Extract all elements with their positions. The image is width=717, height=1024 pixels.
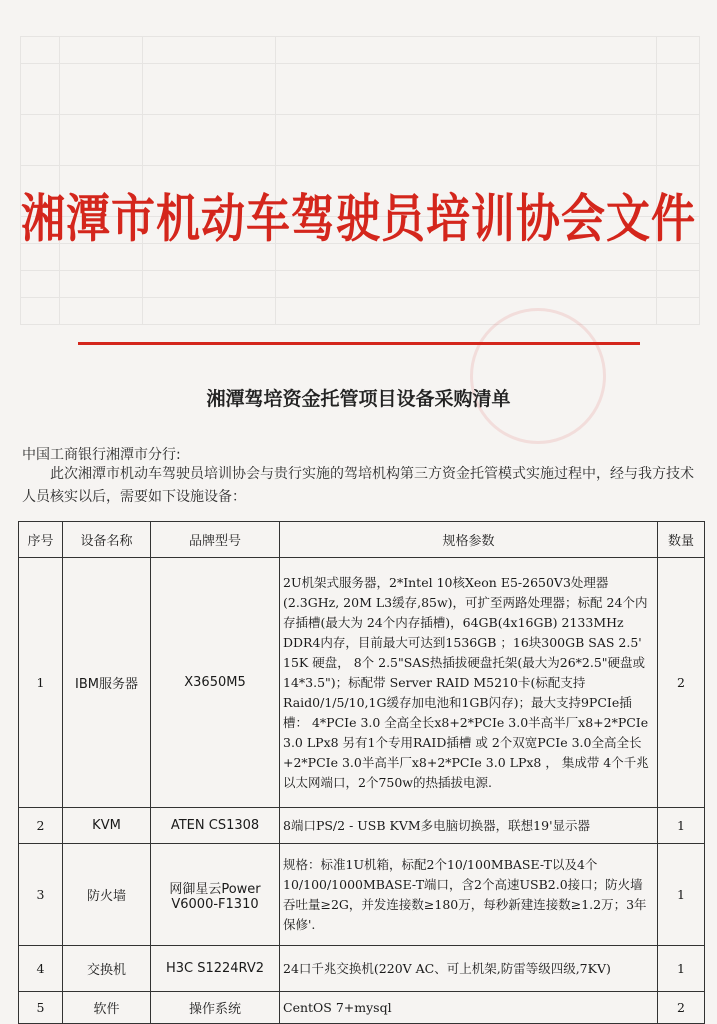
row-model: X3650M5 — [151, 558, 280, 808]
row-spec: 2U机架式服务器，2*Intel 10核Xeon E5-2650V3处理器(2.3GHz, 20M L3缓存,85w)，可扩至两路处理器；标配 24个内存插槽(最大为 24个内存插槽)，64GB(4x16GB) 2133MHz DDR4内存，目前最大可达到1536GB ；16块300GB SAS 2.5' 15K 硬盘， 8个 2.5"SAS热插拔硬盘托架(最大为26*2.5"硬盘或 14*3.5")；标配带 Server RAID M5210卡(标配支持Raid0/1/5/10,1G缓存加电池和1GB闪存)；最大支持9PCIe插槽： 4*PCIe 3.0 全高全长x8+2*PCIe 3.0半高半厂x8+2*PCIe 3.0 LPx8 另有1个专用RAID插槽 或 2个双宽PCIe 3.0全高全长+2*PCIe 3.0半高半厂x8+2*PCIe 3.0 LPx8 ， 集成带 4个千兆以太网端口，2个750w的热插拔电源. — [280, 558, 658, 808]
row-qty: 1 — [658, 808, 705, 844]
row-no: 5 — [19, 992, 63, 1024]
row-qty: 1 — [658, 844, 705, 946]
row-name: 防火墙 — [63, 844, 151, 946]
header-no: 序号 — [19, 522, 63, 558]
row-model: H3C S1224RV2 — [151, 946, 280, 992]
row-model: 网御星云Power V6000-F1310 — [151, 844, 280, 946]
row-name: KVM — [63, 808, 151, 844]
header-model: 品牌型号 — [151, 522, 280, 558]
row-name: 软件 — [63, 992, 151, 1024]
table-row — [19, 808, 705, 844]
recipient-line: 中国工商银行湘潭市分行: — [22, 447, 181, 463]
equipment-table — [18, 521, 705, 1024]
header-spec: 规格参数 — [280, 522, 658, 558]
row-no: 3 — [19, 844, 63, 946]
row-spec: 规格：标准1U机箱，标配2个10/100MBASE-T以及4个10/100/1000MBASE-T端口，含2个高速USB2.0接口；防火墙吞吐量≥2G，并发连接数≥180万，每秒新建连接数≥1.2万；3年保修'. — [280, 844, 658, 946]
header-name: 设备名称 — [63, 522, 151, 558]
row-qty: 2 — [658, 992, 705, 1024]
header-qty: 数量 — [658, 522, 705, 558]
row-no: 1 — [19, 558, 63, 808]
document-title: 湘潭驾培资金托管项目设备采购清单 — [206, 388, 511, 410]
row-name: IBM服务器 — [63, 558, 151, 808]
row-name: 交换机 — [63, 946, 151, 992]
row-spec: 24口千兆交换机(220V AC、可上机架,防雷等级四级,7KV) — [280, 946, 658, 992]
row-spec: 8端口PS/2 - USB KVM多电脑切换器，联想19'显示器 — [280, 808, 658, 844]
table-header-row — [19, 522, 705, 558]
row-spec: CentOS 7+mysql — [280, 992, 658, 1024]
table-row — [19, 844, 705, 946]
row-qty: 2 — [658, 558, 705, 808]
row-model: 操作系统 — [151, 992, 280, 1024]
row-no: 4 — [19, 946, 63, 992]
header-red-rule — [78, 342, 640, 345]
row-qty: 1 — [658, 946, 705, 992]
document-header: 湘潭市机动车驾驶员培训协会文件 — [21, 189, 696, 250]
table-row — [19, 992, 705, 1024]
intro-paragraph: 此次湘潭市机动车驾驶员培训协会与贵行实施的驾培机构第三方资金托管模式实施过程中，经与我方技术人员核实以后，需要如下设施设备： — [22, 466, 694, 505]
table-row — [19, 946, 705, 992]
table-row — [19, 558, 705, 808]
faint-seal-stamp — [470, 308, 606, 444]
row-no: 2 — [19, 808, 63, 844]
row-model: ATEN CS1308 — [151, 808, 280, 844]
